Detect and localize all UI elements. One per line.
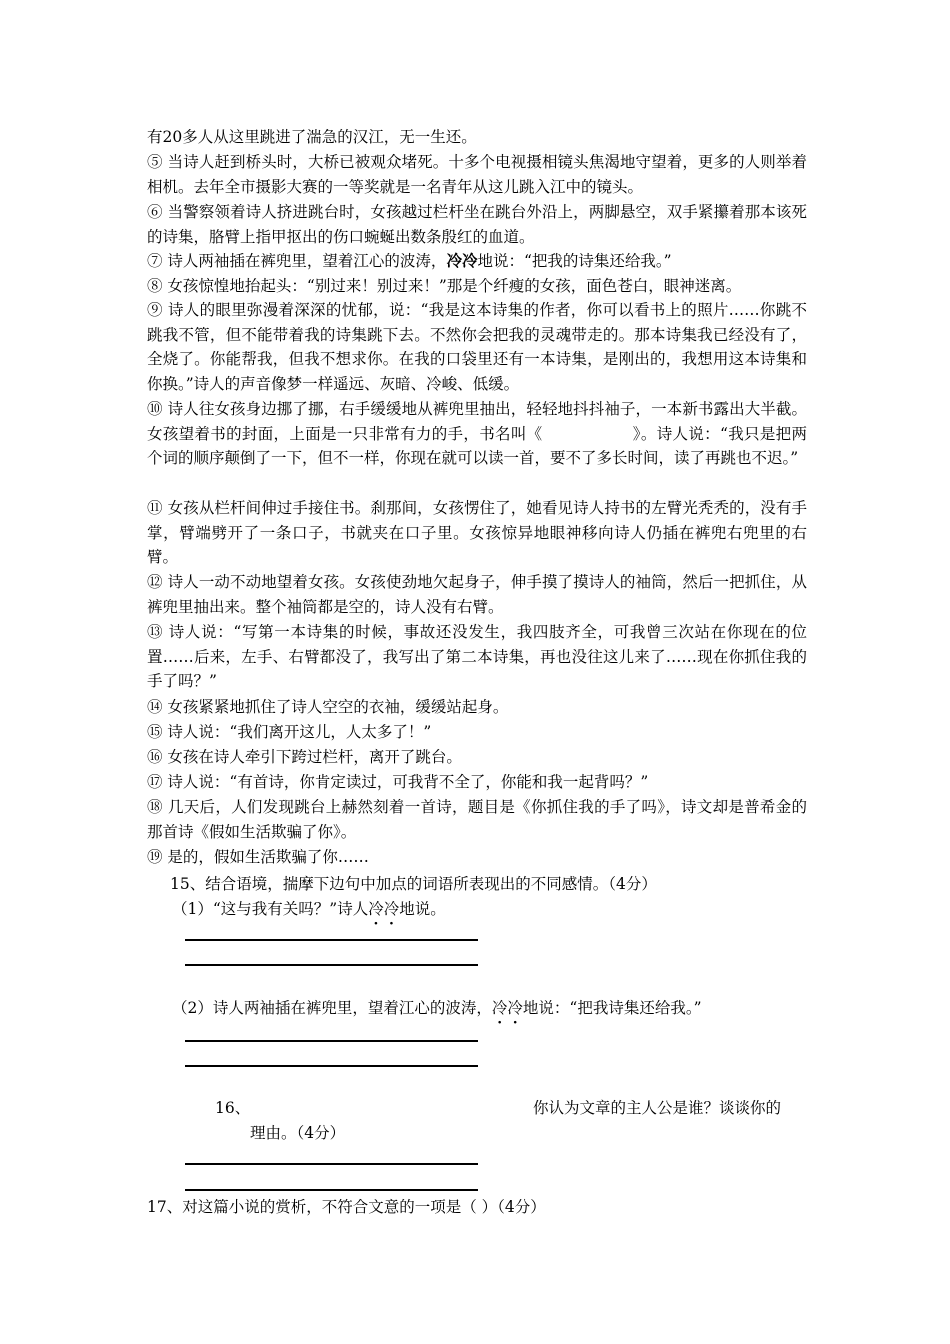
question-17: 17、对这篇小说的赏析，不符合文意的一项是（ ）（4分）: [147, 1198, 546, 1216]
emphasis-dot-char: 冷: [507, 999, 523, 1017]
paragraph-7-bold: 冷冷: [446, 251, 478, 270]
answer-line[interactable]: [185, 939, 478, 941]
paragraph-10-text-b: 》。诗人说：“我只是把两个词的顺序颠倒了一下，但不一样，你现在就可以读一首，要不了多长时间，读了再跳也不迟。”: [147, 424, 807, 467]
question-16-continuation: 理由。（4分）: [250, 1124, 346, 1142]
answer-line[interactable]: [185, 1065, 478, 1067]
paragraph-7: [147, 249, 807, 274]
answer-line[interactable]: [185, 1163, 478, 1165]
paragraph-continuation: 有20多人从这里跳进了湍急的汉江，无一生还。: [147, 128, 477, 146]
paragraph-8: ⑧ 女孩惊惶地抬起头：“别过来！别过来！”那是个纤瘦的女孩，面色苍白，眼神迷离。: [147, 277, 742, 295]
question-15: 15、结合语境，揣摩下边句中加点的词语所表现出的不同感情。（4分）: [170, 875, 657, 893]
question-15-2: [172, 996, 702, 1020]
paragraph-10: [147, 397, 807, 471]
question-16-text: 你认为文章的主人公是谁？谈谈你的: [533, 1099, 782, 1117]
emphasis-dot-char: 冷: [368, 900, 384, 918]
emphasis-dot-char: 冷: [491, 999, 508, 1017]
question-15-1-text-b: 地说。: [399, 900, 446, 918]
paragraph-12: ⑫ 诗人一动不动地望着女孩。女孩使劲地欠起身子，伸手摸了摸诗人的袖筒，然后一把抓住，从裤兜里抽出来。整个袖筒都是空的，诗人没有右臂。: [147, 573, 807, 616]
paragraph-10-text-a: ⑩ 诗人往女孩身边挪了挪，右手缓缓地从裤兜里抽出，轻轻地抖抖袖子，一本新书露出大半截。女孩望着书的封面，上面是一只非常有力的手，书名叫《: [147, 400, 807, 443]
paragraph-9: ⑨ 诗人的眼里弥漫着深深的忧郁，说：“我是这本诗集的作者，你可以看书上的照片……你跳不跳我不管，但不能带着我的诗集跳下去。不然你会把我的灵魂带走的。那本诗集我已经没有了，全烧了。你能帮我，但我不想求你。在我的口袋里还有一本诗集，是刚出的，我想用这本诗集和你换。”诗人的声音像梦一样遥远、灰暗、冷峻、低缓。: [147, 301, 807, 393]
paragraph-7-text-a: ⑦ 诗人两袖插在裤兜里，望着江心的波涛，: [147, 252, 447, 270]
paragraph-14: ⑭ 女孩紧紧地抓住了诗人空空的衣袖，缓缓站起身。: [147, 698, 509, 716]
answer-line[interactable]: [185, 1189, 478, 1191]
paragraph-11: ⑪ 女孩从栏杆间伸过手接住书。刹那间，女孩愣住了，她看见诗人持书的左臂光秃秃的，没有手掌，臂端劈开了一条口子，书就夹在口子里。女孩惊异地眼神移向诗人仍插在裤兜右兜里的右臂。: [147, 499, 807, 566]
question-15-1: [172, 897, 446, 921]
paragraph-5: ⑤ 当诗人赶到桥头时，大桥已被观众堵死。十多个电视摄相镜头焦渴地守望着，更多的人则举着相机。去年全市摄影大赛的一等奖就是一名青年从这儿跳入江中的镜头。: [147, 153, 807, 196]
answer-line[interactable]: [185, 1040, 478, 1042]
answer-line[interactable]: [185, 964, 478, 966]
paragraph-7-text-b: 地说：“把我的诗集还给我。”: [477, 252, 672, 270]
paragraph-6: ⑥ 当警察领着诗人挤进跳台时，女孩越过栏杆坐在跳台外沿上，两脚悬空，双手紧攥着那本该死的诗集，胳臂上指甲抠出的伤口蜿蜒出数条殷红的血道。: [147, 203, 807, 246]
question-15-1-text-a: （1）“这与我有关吗？”诗人: [172, 900, 369, 918]
question-16-number: 16、: [215, 1099, 251, 1117]
question-15-2-text-a: （2）诗人两袖插在裤兜里，望着江心的波涛，: [172, 999, 492, 1017]
question-15-2-text-b: 地说：“把我诗集还给我。”: [522, 999, 702, 1017]
paragraph-15: ⑮ 诗人说：“我们离开这儿，人太多了！”: [147, 723, 432, 741]
paragraph-16: ⑯ 女孩在诗人牵引下跨过栏杆，离开了跳台。: [147, 748, 462, 766]
paragraph-17: ⑰ 诗人说：“有首诗，你肯定读过，可我背不全了，你能和我一起背吗？”: [147, 773, 649, 791]
paragraph-18: ⑱ 几天后，人们发现跳台上赫然刻着一首诗，题目是《你抓住我的手了吗》，诗文却是普希金的那首诗《假如生活欺骗了你》。: [147, 798, 807, 841]
emphasis-dot-char: 冷: [383, 900, 400, 918]
paragraph-13: ⑬ 诗人说：“写第一本诗集的时候，事故还没发生，我四肢齐全，可我曾三次站在你现在的位置……后来，左手、右臂都没了，我写出了第二本诗集，再也没往这儿来了……现在你抓住我的手了吗？”: [147, 623, 807, 690]
paragraph-19: ⑲ 是的，假如生活欺骗了你……: [147, 848, 369, 866]
